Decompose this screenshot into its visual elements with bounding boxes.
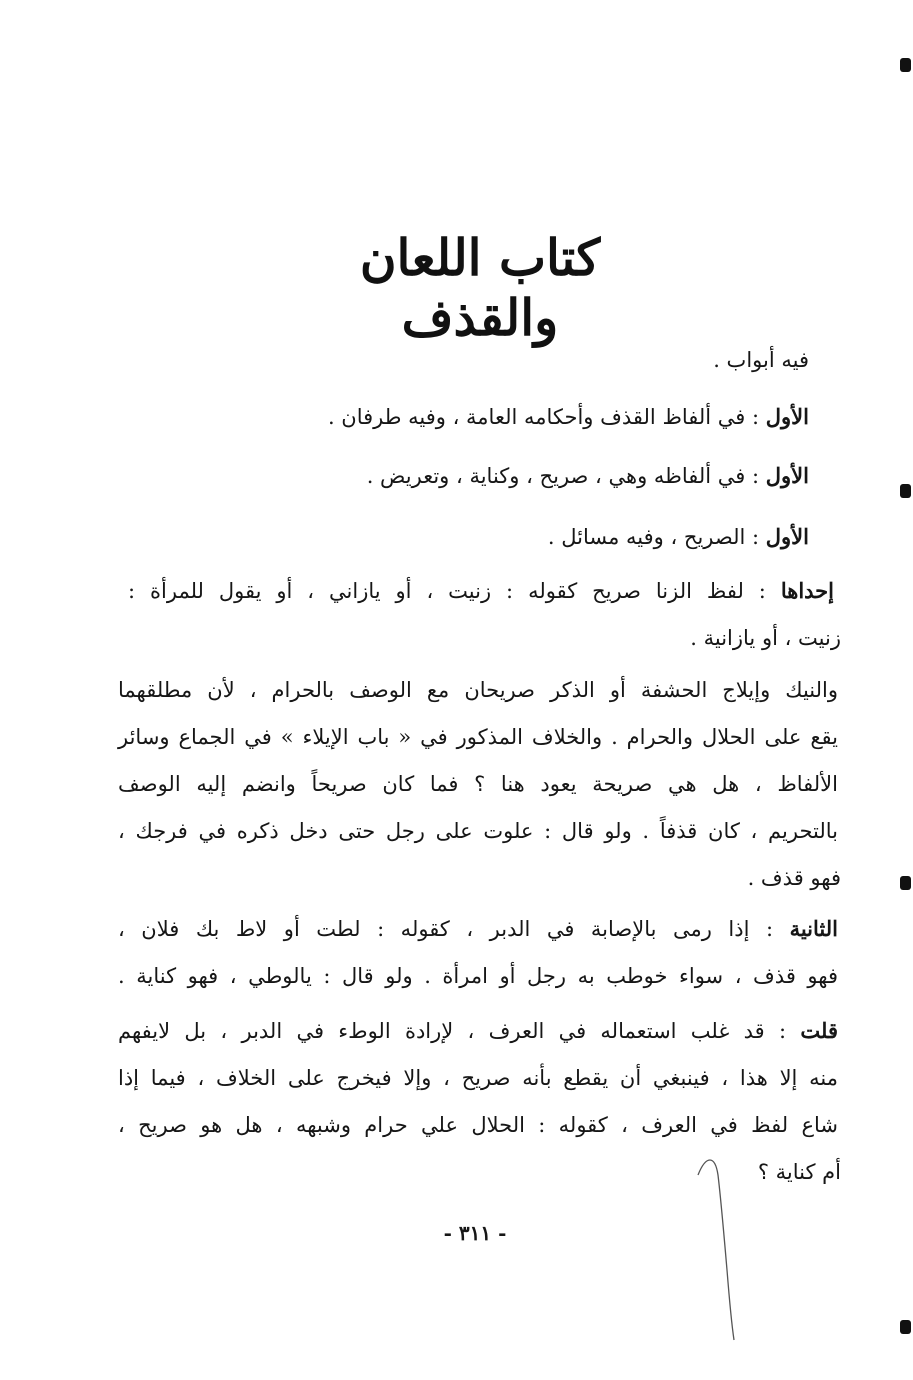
section-heading-1	[328, 402, 809, 432]
margin-mark	[900, 1320, 911, 1334]
issue-label: الثانية	[789, 916, 838, 941]
second-issue-line-1	[118, 914, 838, 944]
note-line-1	[118, 1016, 838, 1046]
chapter-title: كتاب اللعان والقذف	[359, 228, 601, 347]
paragraph-line-4: بالتحريم ، كان قذفاً . ولو قال : علوت على رجل حتى دخل ذكره في فرجك ،	[118, 819, 838, 843]
margin-mark	[900, 58, 911, 72]
note-text: : قد غلب استعماله في العرف ، لإرادة الوطء في الدبر ، بل لايفهم	[118, 1019, 787, 1043]
paragraph-line-3: الألفاظ ، هل هي صريحة يعود هنا ؟ فما كان صريحاً وانضم إليه الوصف	[118, 772, 838, 796]
section-text: : في ألفاظه وهي ، صريح ، وكناية ، وتعريض .	[366, 464, 760, 488]
section-heading-2	[367, 461, 809, 491]
section-heading-3	[548, 522, 809, 552]
margin-mark	[900, 876, 911, 890]
note-label: قلت	[800, 1018, 838, 1043]
intro-line: فيه أبواب .	[713, 348, 809, 372]
issue-label: إحداها	[780, 578, 834, 603]
note-line-3: شاع لفظ في العرف ، كقوله : الحلال علي حرام وشبهه ، هل هو صريح ،	[118, 1113, 838, 1137]
margin-mark	[900, 484, 911, 498]
first-issue-line-2: زنيت ، أو يازانية .	[690, 626, 841, 650]
section-text: : الصريح ، وفيه مسائل .	[547, 525, 760, 549]
paragraph-line-5: فهو قذف .	[747, 866, 841, 890]
handwritten-stroke	[690, 1145, 750, 1345]
page-number: - ٣١١ -	[443, 1221, 507, 1245]
section-text: : في ألفاظ القذف وأحكامه العامة ، وفيه طرفان .	[327, 405, 760, 429]
note-line-4: أم كناية ؟	[757, 1160, 841, 1184]
paragraph-line-2: يقع على الحلال والحرام . والخلاف المذكور في « باب الإيلاء » في الجماع وسائر	[118, 725, 838, 749]
note-line-2: منه إلا هذا ، فينبغي أن يقطع بأنه صريح ، وإلا فيخرج على الخلاف ، فيما إذا	[118, 1066, 838, 1090]
second-issue-line-2: فهو قذف ، سواء خوطب به رجل أو امرأة . ولو قال : يالوطي ، فهو كناية .	[118, 964, 838, 988]
section-label: الأول	[765, 463, 809, 488]
first-issue-line-1	[128, 576, 834, 606]
section-label: الأول	[765, 524, 809, 549]
paragraph-line-1: والنيك وإيلاج الحشفة أو الذكر صريحان مع الوصف بالحرام ، لأن مطلقهما	[118, 678, 838, 702]
issue-text: : إذا رمى بالإصابة في الدبر ، كقوله : لطت أو لاط بك فلان ،	[118, 917, 774, 941]
issue-text: : لفظ الزنا صريح كقوله : زنيت ، أو يازاني ، أو يقول للمرأة :	[128, 579, 766, 603]
section-label: الأول	[765, 404, 809, 429]
